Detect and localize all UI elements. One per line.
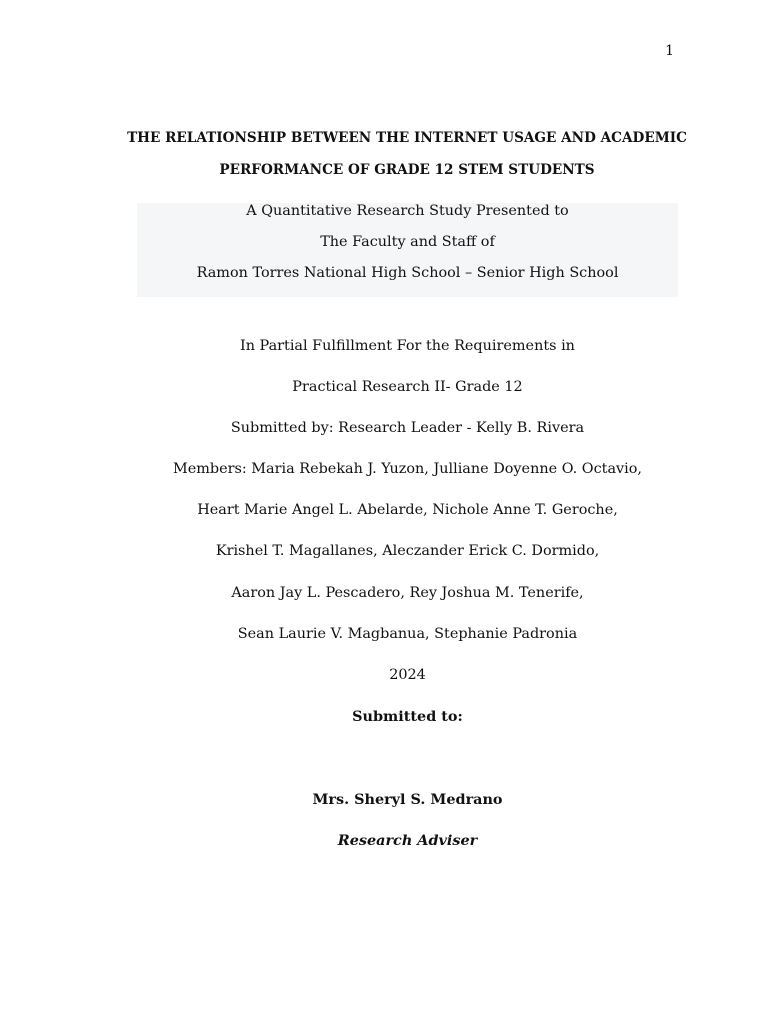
presented-line-1: A Quantitative Research Study Presented to [246, 203, 569, 219]
members-line-4: Aaron Jay L. Pescadero, Rey Joshua M. Tenerife, [231, 585, 584, 601]
presented-line-3: Ramon Torres National High School – Senior High School [196, 265, 619, 281]
adviser-role: Research Adviser [337, 832, 478, 849]
members-line-2: Heart Marie Angel L. Abelarde, Nichole Anne T. Geroche, [197, 502, 618, 518]
submitted-to-label: Submitted to: [352, 708, 463, 725]
adviser-name: Mrs. Sheryl S. Medrano [312, 791, 503, 808]
page-number: 1 [665, 43, 674, 59]
submitted-by: Submitted by: Research Leader - Kelly B. Rivera [230, 420, 585, 436]
members-line-3: Krishel T. Magallanes, Aleczander Erick C. Dormido, [215, 543, 600, 559]
title-line-2: PERFORMANCE OF GRADE 12 STEM STUDENTS [219, 162, 595, 178]
members-line-1: Members: Maria Rebekah J. Yuzon, Julliane Doyenne O. Octavio, [172, 461, 642, 477]
fulfillment-line-2: Practical Research II- Grade 12 [292, 379, 523, 395]
year: 2024 [389, 667, 426, 683]
fulfillment-line-1: In Partial Fulfillment For the Requirements in [240, 338, 575, 354]
presented-line-2: The Faculty and Staff of [320, 234, 495, 250]
title-line-1: THE RELATIONSHIP BETWEEN THE INTERNET USAGE AND ACADEMIC [127, 130, 687, 146]
members-line-5: Sean Laurie V. Magbanua, Stephanie Padronia [237, 626, 578, 642]
